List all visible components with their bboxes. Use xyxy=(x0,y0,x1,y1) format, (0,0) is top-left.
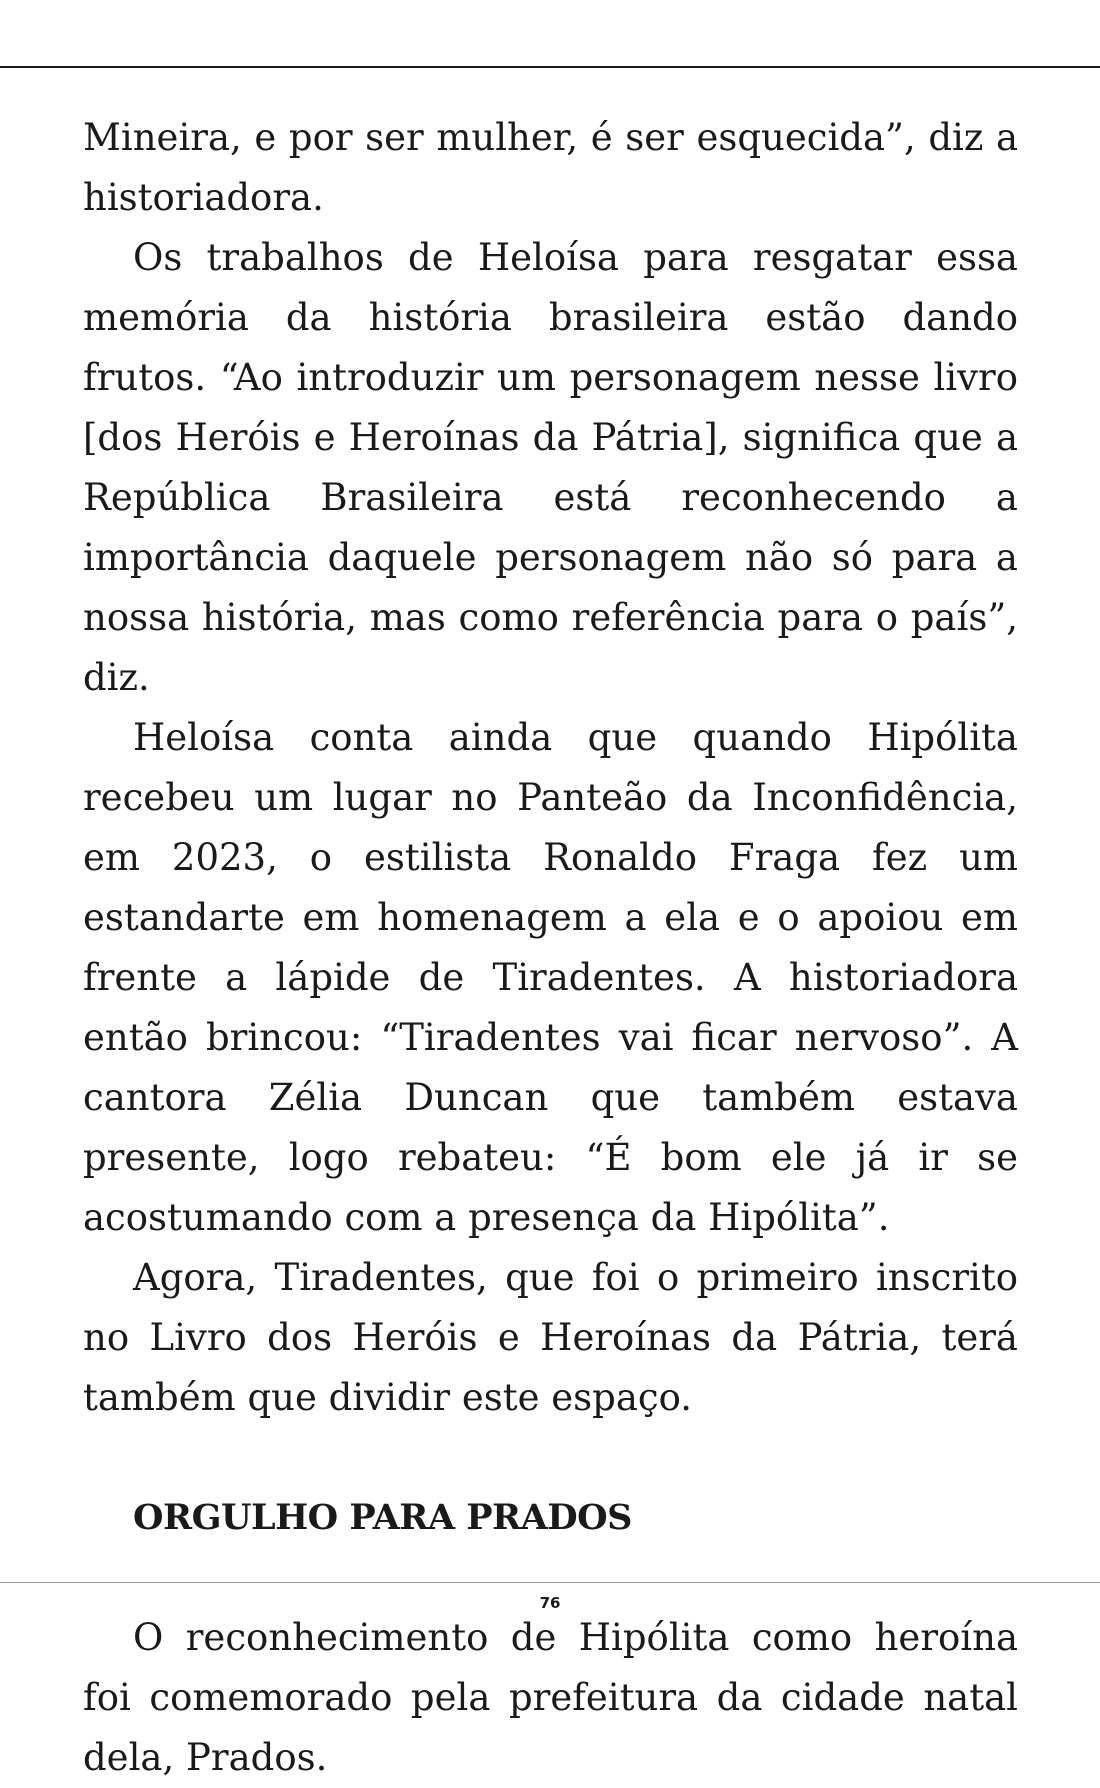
paragraph: Os trabalhos de Heloísa para resgatar essa memória da história brasileira estão dando frutos. “Ao introduzir um personagem nesse livro [dos Heróis e Heroínas da Pátria], significa que a República Brasileira está reconhecendo a importância daquele personagem não só para a nossa história, mas como referência para o país”, diz. xyxy=(83,236,1018,699)
top-rule xyxy=(0,66,1100,68)
paragraph-continuation: Mineira, e por ser mulher, é ser esquecida”, diz a historiadora. xyxy=(83,116,1018,219)
article-body xyxy=(83,108,1018,1788)
section-heading: ORGULHO PARA PRADOS xyxy=(133,1497,632,1538)
section-spacer xyxy=(83,1428,1018,1488)
paragraph: Heloísa conta ainda que quando Hipólita recebeu um lugar no Panteão da Inconfidência, em 2023, o estilista Ronaldo Fraga fez um estandarte em homenagem a ela e o apoiou em frente a lápide de Tiradentes. A historiadora então brincou: “Tiradentes vai ficar nervoso”. A cantora Zélia Duncan que também estava presente, logo rebateu: “É bom ele já ir se acostumando com a presença da Hipólita”. xyxy=(83,716,1018,1239)
paragraph: Agora, Tiradentes, que foi o primeiro inscrito no Livro dos Heróis e Heroínas da Pátria, terá também que dividir este espaço. xyxy=(83,1256,1018,1419)
bottom-rule xyxy=(0,1582,1100,1583)
page-number: 76 xyxy=(539,1594,561,1612)
paragraph: O reconhecimento de Hipólita como heroína foi comemorado pela prefeitura da cidade natal dela, Prados. xyxy=(83,1616,1018,1779)
